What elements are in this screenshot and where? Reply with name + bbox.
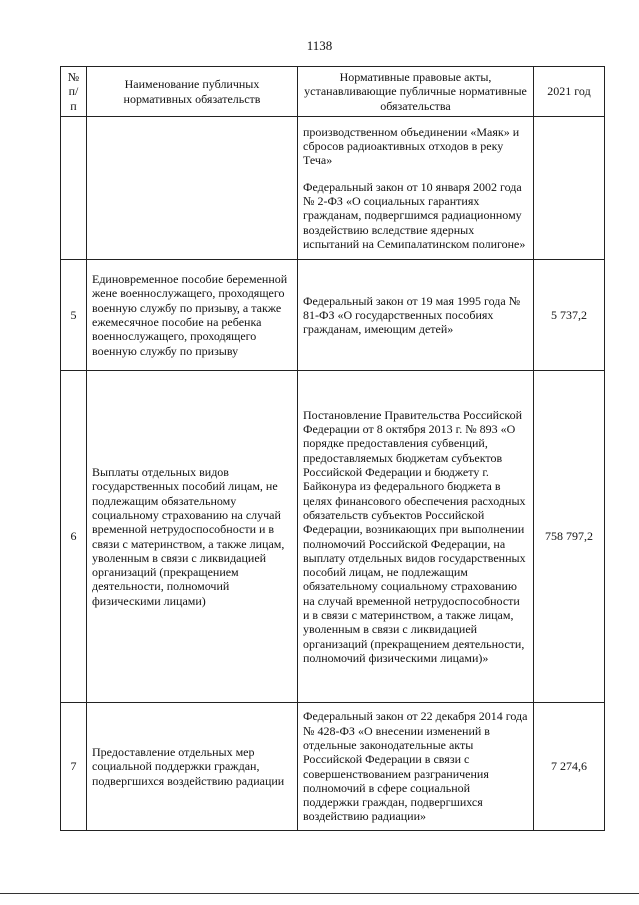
row-acts — [298, 371, 534, 703]
row-acts — [298, 117, 534, 260]
row-amount: 758 797,2 — [534, 371, 605, 703]
table-header-row — [61, 67, 605, 117]
row-acts — [298, 260, 534, 371]
row-num: 7 — [61, 703, 87, 831]
row-num: 5 — [61, 260, 87, 371]
row-amount: 7 274,6 — [534, 703, 605, 831]
act-text: Федеральный закон от 10 января 2002 года № 2-ФЗ «О социальных гарантиях гражданам, подвергшимся радиационному воздействию вследствие ядерных испытаний на Семипалатинском полигоне» — [303, 179, 526, 251]
table-row — [61, 260, 605, 371]
row-name: Предоставление отдельных мер социальной поддержки граждан, подвергшихся воздействию радиации — [87, 703, 298, 831]
row-name: Выплаты отдельных видов государственных пособий лицам, не подлежащим обязательному социальному страхованию на случай временной нетрудоспособности и в связи с материнством, а также лицам, уволенным в связи с ликвидацией организаций (прекращением деятельности, полномочий физическими лицами) — [87, 371, 298, 703]
act-text: Федеральный закон от 19 мая 1995 года № 81-ФЗ «О государственных пособиях гражданам, имеющим детей» — [303, 293, 521, 337]
act-text: производственном объединении «Маяк» и сбросов радиоактивных отходов в реку Теча» — [303, 124, 520, 168]
row-amount: 5 737,2 — [534, 260, 605, 371]
obligations-table — [60, 66, 605, 831]
row-num — [61, 117, 87, 260]
act-text: Федеральный закон от 22 декабря 2014 года № 428-ФЗ «О внесении изменений в отдельные законодательные акты Российской Федерации в связи с совершенствованием разграничения полномочий в сфере социальной поддержки граждан, подвергшихся воздействию радиации» — [303, 709, 528, 824]
header-year: 2021 год — [534, 67, 605, 117]
page-bottom-rule — [0, 893, 639, 894]
header-name: Наименование публичных нормативных обязательств — [87, 67, 298, 117]
row-name: Единовременное пособие беременной жене военнослужащего, проходящего военную службу по призыву, а также ежемесячное пособие на ребенка военнослужащего, проходящего военную службу по призыву — [87, 260, 298, 371]
header-num: № п/п — [61, 67, 87, 117]
row-num: 6 — [61, 371, 87, 703]
row-name — [87, 117, 298, 260]
row-acts — [298, 703, 534, 831]
row-amount — [534, 117, 605, 260]
table-row — [61, 371, 605, 703]
table-row — [61, 117, 605, 260]
table-row — [61, 703, 605, 831]
act-text: Постановление Правительства Российской Федерации от 8 октября 2013 г. № 893 «О порядке предоставления субвенций, предоставляемых бюджетам субъектов Российской Федерации и бюджету г. Байконура из федерального бюджета в целях финансового обеспечения расходных обязательств субъектов Российской Федерации, возникающих при выполнении полномочий Российской Федерации, на выплату отдельных видов государственных пособий лицам, не подлежащим обязательному социальному страхованию на случай временной нетрудоспособности и в связи с материнством, а также лицам, уволенным в связи с ликвидацией организаций (прекращением деятельности, полномочий физическими лицами)» — [303, 407, 526, 665]
page-number: 1138 — [306, 38, 333, 53]
header-acts: Нормативные правовые акты, устанавливающие публичные нормативные обязательства — [298, 67, 534, 117]
